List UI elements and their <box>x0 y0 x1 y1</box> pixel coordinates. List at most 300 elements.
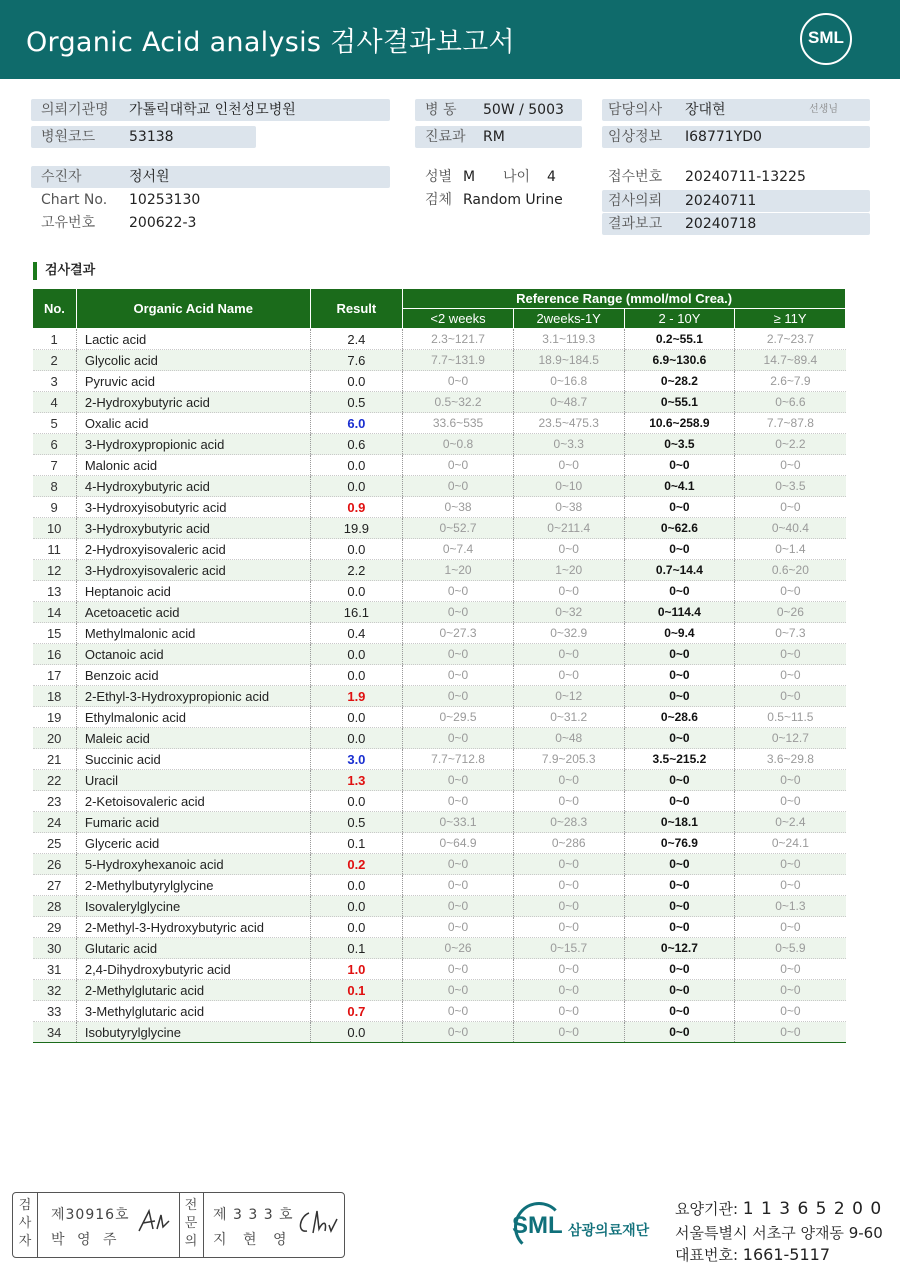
range-over-11-years: 0~1.3 <box>735 896 846 917</box>
table-row <box>33 392 846 413</box>
patient-value: 정서원 <box>129 169 170 185</box>
institution-value: 가톨릭대학교 인천성모병원 <box>129 102 296 118</box>
range-2-10-years: 0~62.6 <box>624 518 735 539</box>
institution-bar <box>31 99 390 121</box>
specimen <box>415 189 595 211</box>
row-no: 19 <box>33 707 77 728</box>
range-under-2-weeks: 7.7~712.8 <box>403 749 514 770</box>
range-over-11-years: 0.6~20 <box>735 560 846 581</box>
range-under-2-weeks: 0~0 <box>403 917 514 938</box>
range-2-weeks-1-year: 0~10 <box>513 476 624 497</box>
header-r3: 2 - 10Y <box>624 309 735 329</box>
range-under-2-weeks: 0~29.5 <box>403 707 514 728</box>
range-over-11-years: 0.5~11.5 <box>735 707 846 728</box>
header-r1: <2 weeks <box>403 309 514 329</box>
range-over-11-years: 0~6.6 <box>735 392 846 413</box>
institution-label: 의뢰기관명 <box>41 102 109 118</box>
result-value: 0.1 <box>310 938 403 959</box>
doctor-label: 담당의사 <box>608 102 663 118</box>
header-name: Organic Acid Name <box>76 289 310 329</box>
table-row <box>33 791 846 812</box>
acid-name: Glutaric acid <box>76 938 310 959</box>
request-label: 검사의뢰 <box>608 193 663 209</box>
row-no: 10 <box>33 518 77 539</box>
ward-value: 50W / 5003 <box>483 102 564 118</box>
section-title: 검사결과 <box>33 262 95 280</box>
row-no: 26 <box>33 854 77 875</box>
row-no: 18 <box>33 686 77 707</box>
range-2-10-years: 0~0 <box>624 917 735 938</box>
result-value: 1.0 <box>310 959 403 980</box>
range-under-2-weeks: 0~0 <box>403 959 514 980</box>
range-2-weeks-1-year: 1~20 <box>513 560 624 581</box>
range-over-11-years: 0~0 <box>735 791 846 812</box>
range-2-10-years: 0~0 <box>624 896 735 917</box>
result-value: 0.6 <box>310 434 403 455</box>
hospital-code-label: 병원코드 <box>41 129 96 145</box>
result-value: 0.0 <box>310 707 403 728</box>
result-value: 0.0 <box>310 455 403 476</box>
range-2-weeks-1-year: 0~48.7 <box>513 392 624 413</box>
range-2-weeks-1-year: 0~31.2 <box>513 707 624 728</box>
footer-code-value: 1 1 3 6 5 2 0 0 <box>742 1199 883 1219</box>
unique-value: 200622-3 <box>129 215 197 231</box>
range-2-weeks-1-year: 0~0 <box>513 770 624 791</box>
acid-name: 5-Hydroxyhexanoic acid <box>76 854 310 875</box>
hospital-code-value: 53138 <box>129 129 174 145</box>
acid-name: 3-Hydroxypropionic acid <box>76 434 310 455</box>
table-row <box>33 476 846 497</box>
range-2-weeks-1-year: 0~0 <box>513 581 624 602</box>
table-row <box>33 581 846 602</box>
sml-logo <box>800 13 852 65</box>
table-row <box>33 560 846 581</box>
row-no: 29 <box>33 917 77 938</box>
result-value: 0.0 <box>310 875 403 896</box>
range-over-11-years: 0~0 <box>735 1001 846 1022</box>
specialist-license: 제 3 3 3 호 <box>213 1207 294 1223</box>
signature-box <box>12 1192 345 1258</box>
result-value: 0.0 <box>310 896 403 917</box>
range-2-weeks-1-year: 0~0 <box>513 791 624 812</box>
result-value: 7.6 <box>310 350 403 371</box>
range-under-2-weeks: 0~0 <box>403 581 514 602</box>
range-over-11-years: 7.7~87.8 <box>735 413 846 434</box>
row-no: 12 <box>33 560 77 581</box>
result-value: 0.0 <box>310 644 403 665</box>
report-header <box>0 0 900 79</box>
row-no: 3 <box>33 371 77 392</box>
result-value: 0.0 <box>310 665 403 686</box>
range-over-11-years: 0~0 <box>735 770 846 791</box>
range-over-11-years: 14.7~89.4 <box>735 350 846 371</box>
range-2-weeks-1-year: 0~0 <box>513 1022 624 1043</box>
range-under-2-weeks: 0~38 <box>403 497 514 518</box>
acid-name: Ethylmalonic acid <box>76 707 310 728</box>
row-no: 33 <box>33 1001 77 1022</box>
result-value: 0.0 <box>310 728 403 749</box>
result-value: 0.1 <box>310 980 403 1001</box>
sex-label: 성별 <box>425 169 453 185</box>
range-over-11-years: 0~40.4 <box>735 518 846 539</box>
header-result: Result <box>310 289 403 329</box>
range-under-2-weeks: 33.6~535 <box>403 413 514 434</box>
range-over-11-years: 0~0 <box>735 686 846 707</box>
row-no: 7 <box>33 455 77 476</box>
range-over-11-years: 0~3.5 <box>735 476 846 497</box>
result-value: 0.4 <box>310 623 403 644</box>
range-over-11-years: 0~0 <box>735 455 846 476</box>
table-row <box>33 644 846 665</box>
inspector-license: 제30916호 <box>51 1207 130 1223</box>
result-value: 0.1 <box>310 833 403 854</box>
range-under-2-weeks: 0~0 <box>403 1022 514 1043</box>
table-row <box>33 959 846 980</box>
table-row <box>33 770 846 791</box>
range-2-10-years: 0~9.4 <box>624 623 735 644</box>
range-under-2-weeks: 0~0 <box>403 728 514 749</box>
report-bar <box>602 213 870 235</box>
range-under-2-weeks: 7.7~131.9 <box>403 350 514 371</box>
range-over-11-years: 0~0 <box>735 644 846 665</box>
result-value: 0.9 <box>310 497 403 518</box>
row-no: 15 <box>33 623 77 644</box>
result-value: 0.0 <box>310 539 403 560</box>
range-2-weeks-1-year: 0~0 <box>513 896 624 917</box>
range-2-weeks-1-year: 0~28.3 <box>513 812 624 833</box>
row-no: 31 <box>33 959 77 980</box>
acid-name: 3-Hydroxyisobutyric acid <box>76 497 310 518</box>
row-no: 23 <box>33 791 77 812</box>
range-2-10-years: 0.2~55.1 <box>624 329 735 350</box>
acid-name: 2-Hydroxybutyric acid <box>76 392 310 413</box>
acid-name: Benzoic acid <box>76 665 310 686</box>
unique-no <box>31 212 390 234</box>
range-2-weeks-1-year: 0~16.8 <box>513 371 624 392</box>
result-value: 19.9 <box>310 518 403 539</box>
range-over-11-years: 0~0 <box>735 917 846 938</box>
header-r4: ≥ 11Y <box>735 309 846 329</box>
acid-name: 2-Ethyl-3-Hydroxypropionic acid <box>76 686 310 707</box>
row-no: 28 <box>33 896 77 917</box>
range-under-2-weeks: 0~26 <box>403 938 514 959</box>
table-row <box>33 938 846 959</box>
acid-name: 3-Hydroxyisovaleric acid <box>76 560 310 581</box>
row-no: 11 <box>33 539 77 560</box>
clinical-bar <box>602 126 870 148</box>
acid-name: Maleic acid <box>76 728 310 749</box>
inspector-signature <box>135 1207 175 1237</box>
range-over-11-years: 0~24.1 <box>735 833 846 854</box>
range-over-11-years: 0~5.9 <box>735 938 846 959</box>
footer-phone-value: 1661-5117 <box>742 1245 831 1264</box>
sex-value: M <box>463 169 476 185</box>
range-2-10-years: 0~0 <box>624 539 735 560</box>
receipt-value: 20240711-13225 <box>685 169 806 185</box>
table-row <box>33 854 846 875</box>
range-under-2-weeks: 2.3~121.7 <box>403 329 514 350</box>
range-2-weeks-1-year: 0~211.4 <box>513 518 624 539</box>
range-2-weeks-1-year: 0~0 <box>513 644 624 665</box>
table-row <box>33 707 846 728</box>
table-row <box>33 749 846 770</box>
request-bar <box>602 190 870 212</box>
inspector-name: 박 영 주 <box>51 1232 121 1248</box>
acid-name: 3-Hydroxybutyric acid <box>76 518 310 539</box>
footer-address: 서울특별시 서초구 양재동 9-60 <box>675 1224 883 1242</box>
range-2-weeks-1-year: 0~38 <box>513 497 624 518</box>
acid-name: 3-Methylglutaric acid <box>76 1001 310 1022</box>
range-over-11-years: 0~12.7 <box>735 728 846 749</box>
doctor-bar <box>602 99 870 121</box>
range-under-2-weeks: 0~0 <box>403 644 514 665</box>
range-2-10-years: 0~0 <box>624 791 735 812</box>
age-value: 4 <box>547 169 556 185</box>
chart-label: Chart No. <box>41 192 108 208</box>
table-row <box>33 371 846 392</box>
acid-name: Oxalic acid <box>76 413 310 434</box>
range-under-2-weeks: 0~0 <box>403 791 514 812</box>
row-no: 17 <box>33 665 77 686</box>
acid-name: Glycolic acid <box>76 350 310 371</box>
sex-age <box>415 166 585 188</box>
range-under-2-weeks: 0~0 <box>403 371 514 392</box>
range-under-2-weeks: 0~52.7 <box>403 518 514 539</box>
ward-label: 병 동 <box>425 102 457 118</box>
patient-bar <box>31 166 390 188</box>
specialist-signature <box>295 1207 339 1239</box>
range-2-weeks-1-year: 0~0 <box>513 854 624 875</box>
range-2-10-years: 0~0 <box>624 686 735 707</box>
range-2-10-years: 0~0 <box>624 1001 735 1022</box>
acid-name: Fumaric acid <box>76 812 310 833</box>
range-2-weeks-1-year: 0~15.7 <box>513 938 624 959</box>
table-row <box>33 686 846 707</box>
table-row <box>33 833 846 854</box>
row-no: 27 <box>33 875 77 896</box>
range-over-11-years: 3.6~29.8 <box>735 749 846 770</box>
table-row <box>33 518 846 539</box>
range-over-11-years: 0~0 <box>735 854 846 875</box>
range-2-weeks-1-year: 0~0 <box>513 455 624 476</box>
range-over-11-years: 0~2.4 <box>735 812 846 833</box>
result-value: 3.0 <box>310 749 403 770</box>
range-under-2-weeks: 0~33.1 <box>403 812 514 833</box>
range-2-10-years: 0~28.6 <box>624 707 735 728</box>
range-2-weeks-1-year: 0~48 <box>513 728 624 749</box>
dept-label: 진료과 <box>425 129 466 145</box>
results-table <box>32 288 846 1043</box>
range-under-2-weeks: 1~20 <box>403 560 514 581</box>
range-under-2-weeks: 0~0 <box>403 602 514 623</box>
receipt-label: 접수번호 <box>608 169 663 185</box>
table-row <box>33 350 846 371</box>
table-row <box>33 896 846 917</box>
range-under-2-weeks: 0~0 <box>403 896 514 917</box>
range-under-2-weeks: 0~0.8 <box>403 434 514 455</box>
acid-name: 2-Hydroxyisovaleric acid <box>76 539 310 560</box>
specimen-value: Random Urine <box>463 192 563 208</box>
range-over-11-years: 0~0 <box>735 581 846 602</box>
header-no: No. <box>33 289 77 329</box>
range-over-11-years: 0~0 <box>735 980 846 1001</box>
report-title: Organic Acid analysis 검사결과보고서 <box>26 27 515 58</box>
range-2-weeks-1-year: 0~0 <box>513 665 624 686</box>
range-2-weeks-1-year: 0~0 <box>513 1001 624 1022</box>
receipt <box>602 166 870 188</box>
acid-name: Octanoic acid <box>76 644 310 665</box>
range-2-10-years: 3.5~215.2 <box>624 749 735 770</box>
range-over-11-years: 0~0 <box>735 875 846 896</box>
inspector-vertical-label: 검 사 자 <box>18 1198 32 1249</box>
table-row <box>33 875 846 896</box>
footer-phone-label: 대표번호: <box>675 1246 739 1264</box>
range-under-2-weeks: 0~0 <box>403 1001 514 1022</box>
range-over-11-years: 0~2.2 <box>735 434 846 455</box>
result-value: 0.2 <box>310 854 403 875</box>
row-no: 9 <box>33 497 77 518</box>
range-2-weeks-1-year: 0~0 <box>513 875 624 896</box>
range-under-2-weeks: 0.5~32.2 <box>403 392 514 413</box>
row-no: 13 <box>33 581 77 602</box>
result-value: 1.9 <box>310 686 403 707</box>
range-2-10-years: 0~0 <box>624 665 735 686</box>
age-label: 나이 <box>503 169 531 185</box>
doctor-value: 장대현 <box>685 102 726 118</box>
acid-name: 2-Methylglutaric acid <box>76 980 310 1001</box>
range-under-2-weeks: 0~0 <box>403 686 514 707</box>
table-row <box>33 812 846 833</box>
table-row <box>33 665 846 686</box>
footer-logo <box>512 1200 657 1256</box>
range-over-11-years: 0~0 <box>735 497 846 518</box>
range-2-10-years: 0~28.2 <box>624 371 735 392</box>
range-over-11-years: 2.7~23.7 <box>735 329 846 350</box>
range-over-11-years: 0~0 <box>735 959 846 980</box>
result-value: 2.2 <box>310 560 403 581</box>
range-2-10-years: 0~12.7 <box>624 938 735 959</box>
acid-name: 2,4-Dihydroxybutyric acid <box>76 959 310 980</box>
specimen-label: 검체 <box>425 192 453 208</box>
row-no: 34 <box>33 1022 77 1043</box>
acid-name: Pyruvic acid <box>76 371 310 392</box>
result-value: 0.7 <box>310 1001 403 1022</box>
footer-logo-text: SML <box>512 1212 563 1239</box>
table-row <box>33 413 846 434</box>
specialist-name: 지 현 영 <box>213 1232 293 1248</box>
footer-code <box>675 1198 882 1219</box>
range-2-weeks-1-year: 0~0 <box>513 959 624 980</box>
table-row <box>33 980 846 1001</box>
range-under-2-weeks: 0~64.9 <box>403 833 514 854</box>
doctor-suffix: 선생님 <box>809 104 838 115</box>
range-2-10-years: 6.9~130.6 <box>624 350 735 371</box>
range-under-2-weeks: 0~0 <box>403 476 514 497</box>
range-2-10-years: 0~0 <box>624 1022 735 1043</box>
chart-no <box>31 189 390 211</box>
range-under-2-weeks: 0~0 <box>403 455 514 476</box>
range-2-10-years: 0~18.1 <box>624 812 735 833</box>
dept-value: RM <box>483 129 505 145</box>
range-over-11-years: 2.6~7.9 <box>735 371 846 392</box>
result-value: 0.0 <box>310 791 403 812</box>
range-2-10-years: 0~3.5 <box>624 434 735 455</box>
range-2-10-years: 10.6~258.9 <box>624 413 735 434</box>
range-over-11-years: 0~1.4 <box>735 539 846 560</box>
range-2-weeks-1-year: 0~0 <box>513 539 624 560</box>
acid-name: 2-Ketoisovaleric acid <box>76 791 310 812</box>
range-2-10-years: 0~0 <box>624 770 735 791</box>
chart-value: 10253130 <box>129 192 201 208</box>
row-no: 24 <box>33 812 77 833</box>
result-value: 0.0 <box>310 581 403 602</box>
range-over-11-years: 0~7.3 <box>735 623 846 644</box>
acid-name: Methylmalonic acid <box>76 623 310 644</box>
range-2-weeks-1-year: 23.5~475.3 <box>513 413 624 434</box>
row-no: 4 <box>33 392 77 413</box>
footer-org-name: 삼광의료재단 <box>568 1223 650 1239</box>
result-value: 0.5 <box>310 392 403 413</box>
range-2-10-years: 0~55.1 <box>624 392 735 413</box>
clinical-value: I68771YD0 <box>685 129 762 145</box>
range-2-10-years: 0~0 <box>624 959 735 980</box>
range-under-2-weeks: 0~7.4 <box>403 539 514 560</box>
request-value: 20240711 <box>685 193 757 209</box>
range-2-10-years: 0~0 <box>624 980 735 1001</box>
range-over-11-years: 0~0 <box>735 665 846 686</box>
range-2-weeks-1-year: 0~0 <box>513 917 624 938</box>
unique-label: 고유번호 <box>41 215 96 231</box>
range-under-2-weeks: 0~27.3 <box>403 623 514 644</box>
table-row <box>33 539 846 560</box>
acid-name: Uracil <box>76 770 310 791</box>
range-over-11-years: 0~26 <box>735 602 846 623</box>
range-2-10-years: 0~4.1 <box>624 476 735 497</box>
sml-logo-text: SML <box>808 28 844 47</box>
acid-name: 4-Hydroxybutyric acid <box>76 476 310 497</box>
result-value: 0.0 <box>310 476 403 497</box>
range-2-10-years: 0~0 <box>624 644 735 665</box>
results-body <box>33 329 846 1043</box>
patient-label: 수진자 <box>41 169 82 185</box>
range-under-2-weeks: 0~0 <box>403 875 514 896</box>
range-2-weeks-1-year: 0~0 <box>513 980 624 1001</box>
acid-name: Glyceric acid <box>76 833 310 854</box>
range-2-10-years: 0~0 <box>624 581 735 602</box>
range-2-10-years: 0~0 <box>624 875 735 896</box>
row-no: 5 <box>33 413 77 434</box>
acid-name: 2-Methylbutyrylglycine <box>76 875 310 896</box>
result-value: 1.3 <box>310 770 403 791</box>
header-r2: 2weeks-1Y <box>513 309 624 329</box>
range-2-weeks-1-year: 0~286 <box>513 833 624 854</box>
row-no: 22 <box>33 770 77 791</box>
table-row <box>33 602 846 623</box>
acid-name: Malonic acid <box>76 455 310 476</box>
result-value: 2.4 <box>310 329 403 350</box>
clinical-label: 임상정보 <box>608 129 663 145</box>
table-row <box>33 434 846 455</box>
row-no: 16 <box>33 644 77 665</box>
result-value: 0.0 <box>310 371 403 392</box>
result-value: 0.0 <box>310 1022 403 1043</box>
result-value: 0.0 <box>310 917 403 938</box>
range-under-2-weeks: 0~0 <box>403 665 514 686</box>
dept-bar <box>415 126 582 148</box>
range-2-10-years: 0~0 <box>624 497 735 518</box>
hospital-code-bar <box>31 126 256 148</box>
table-row <box>33 1001 846 1022</box>
